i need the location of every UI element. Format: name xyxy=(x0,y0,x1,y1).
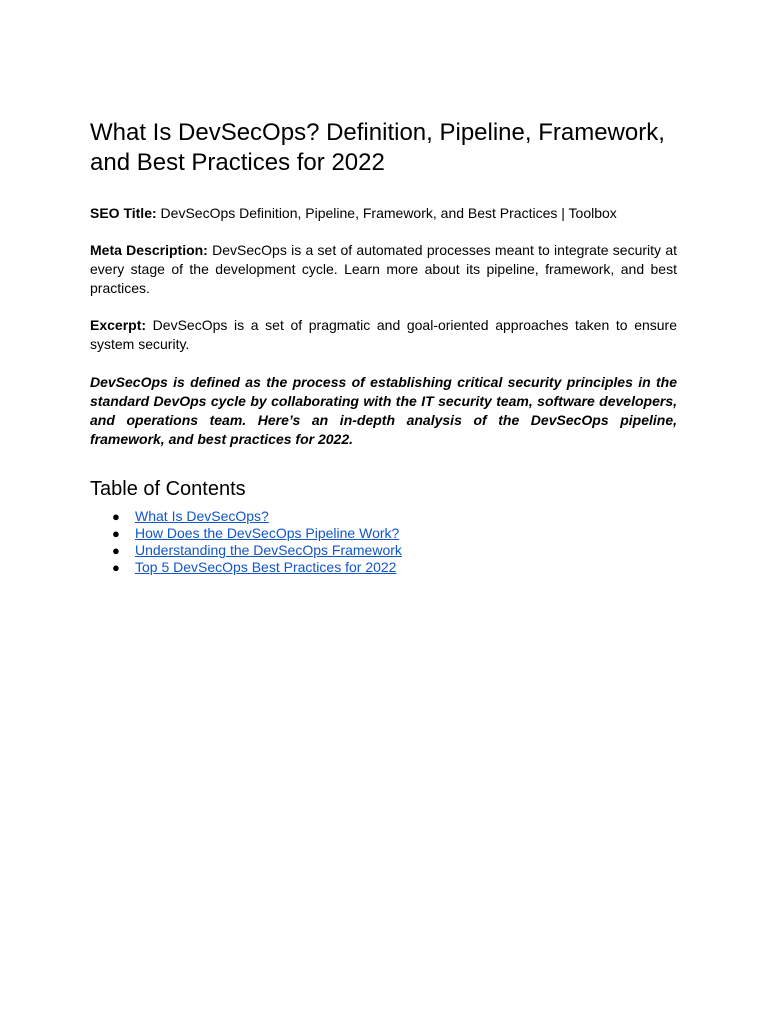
seo-title-label: SEO Title: xyxy=(90,205,157,221)
excerpt-label: Excerpt: xyxy=(90,317,147,333)
toc-item xyxy=(90,542,677,559)
meta-description-value: DevSecOps is a set of automated processes meant to integrate security at every stage of the development cycle. Learn more about its pipeline, framework, and best practices. xyxy=(90,242,677,296)
toc-heading: Table of Contents xyxy=(90,478,246,500)
toc-link-pipeline[interactable]: How Does the DevSecOps Pipeline Work? xyxy=(135,525,400,541)
meta-description-label: Meta Description: xyxy=(90,242,208,258)
toc-item xyxy=(90,559,677,576)
toc-item xyxy=(90,525,677,542)
bullet-icon: ● xyxy=(112,543,120,558)
toc-item xyxy=(90,508,677,525)
toc-list xyxy=(90,508,677,576)
document-body xyxy=(90,118,677,576)
excerpt-value: DevSecOps is a set of pragmatic and goal-oriented approaches taken to ensure system security. xyxy=(90,317,677,352)
seo-title-line xyxy=(90,204,677,223)
bullet-icon: ● xyxy=(112,560,120,575)
toc-link-what-is-devsecops[interactable]: What Is DevSecOps? xyxy=(135,508,269,524)
excerpt-paragraph xyxy=(90,316,677,354)
seo-title-value: DevSecOps Definition, Pipeline, Framework, and Best Practices | Toolbox xyxy=(160,205,617,221)
meta-description-paragraph xyxy=(90,241,677,298)
bullet-icon: ● xyxy=(112,526,120,541)
bullet-icon: ● xyxy=(112,509,120,524)
toc-link-framework[interactable]: Understanding the DevSecOps Framework xyxy=(135,542,402,558)
toc-link-best-practices[interactable]: Top 5 DevSecOps Best Practices for 2022 xyxy=(135,559,397,575)
intro-paragraph: DevSecOps is defined as the process of establishing critical security principles in the standard DevOps cycle by collaborating with the IT security team, software developers, and operations team. Here’s an in-depth analysis of the DevSecOps pipeline, framework, and best practices for 2022. xyxy=(90,374,677,447)
document-title: What Is DevSecOps? Definition, Pipeline, Framework, and Best Practices for 2022 xyxy=(90,119,665,176)
